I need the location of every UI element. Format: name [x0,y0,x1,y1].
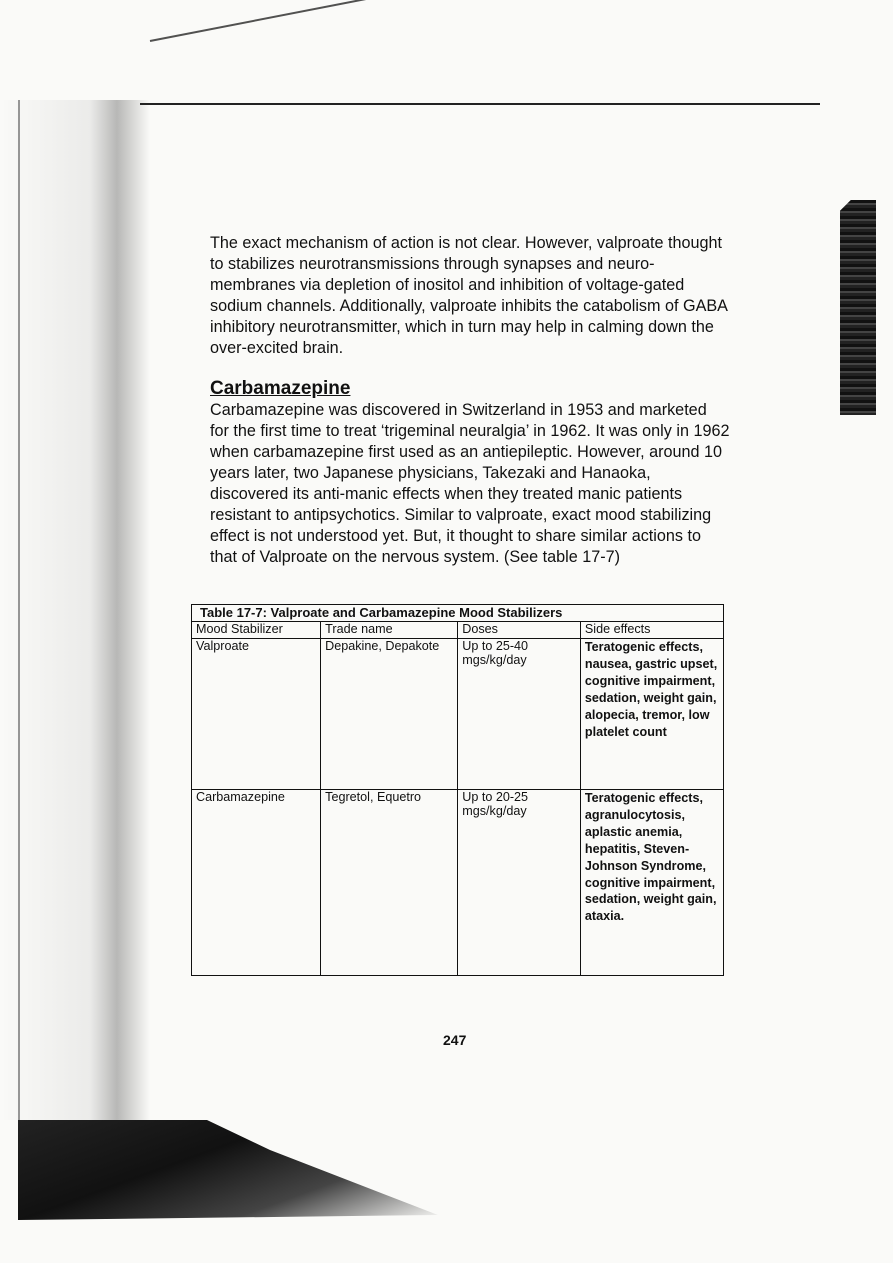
table-row [192,790,724,976]
cell-stabilizer: Valproate [192,639,321,790]
cell-side-effects: Teratogenic effects, nausea, gastric upset, cognitive impairment, sedation, weight gain, alopecia, tremor, low platelet count [580,639,723,790]
scan-binding-shadow [0,100,150,1120]
cell-doses: Up to 20-25 mgs/kg/day [458,790,581,976]
cell-stabilizer: Carbamazepine [192,790,321,976]
cell-trade-name: Depakine, Depakote [321,639,458,790]
table-row [192,639,724,790]
section-heading: Carbamazepine [210,378,351,399]
main-text [210,233,730,568]
cell-trade-name: Tegretol, Equetro [321,790,458,976]
page-top-rule [140,103,820,105]
header-side-effects: Side effects [580,622,723,639]
header-doses: Doses [458,622,581,639]
header-trade-name: Trade name [321,622,458,639]
section-paragraph: Carbamazepine was discovered in Switzerland in 1953 and marketed for the first time to treat ‘trigeminal neuralgia’ in 1962. It was only in 1962 when carbamazepine first used as an antiepileptic. However, around 10 years later, two Japanese physicians, Takezaki and Hanaoka, discovered its anti-manic effects when they treated manic patients resistant to antipsychotics. Similar to valproate, exact mood stabilizing effect is not understood yet. But, it thought to share similar actions to that of Valproate on the nervous system. (See table 17-7) [210,401,730,566]
mood-stabilizer-table [191,604,724,976]
cell-doses: Up to 25-40 mgs/kg/day [458,639,581,790]
scan-left-edge [18,100,20,1120]
header-mood-stabilizer: Mood Stabilizer [192,622,321,639]
scan-right-edge-strip [840,200,876,415]
table-header-row [192,622,724,639]
page-number: 247 [443,1032,467,1048]
cell-side-effects: Teratogenic effects, agranulocytosis, aplastic anemia, hepatitis, Steven-Johnson Syndrome, cognitive impairment, sedation, weight gain, ataxia. [580,790,723,976]
table-caption: Table 17-7: Valproate and Carbamazepine Mood Stabilizers [192,605,724,622]
intro-paragraph: The exact mechanism of action is not clear. However, valproate thought to stabilizes neurotransmissions through synapses and neuro-membranes via depletion of inositol and inhibition of voltage-gated sodium channels. Additionally, valproate inhibits the catabolism of GABA inhibitory neurotransmitter, which in turn may help in calming down the over-excited brain. [210,234,728,357]
